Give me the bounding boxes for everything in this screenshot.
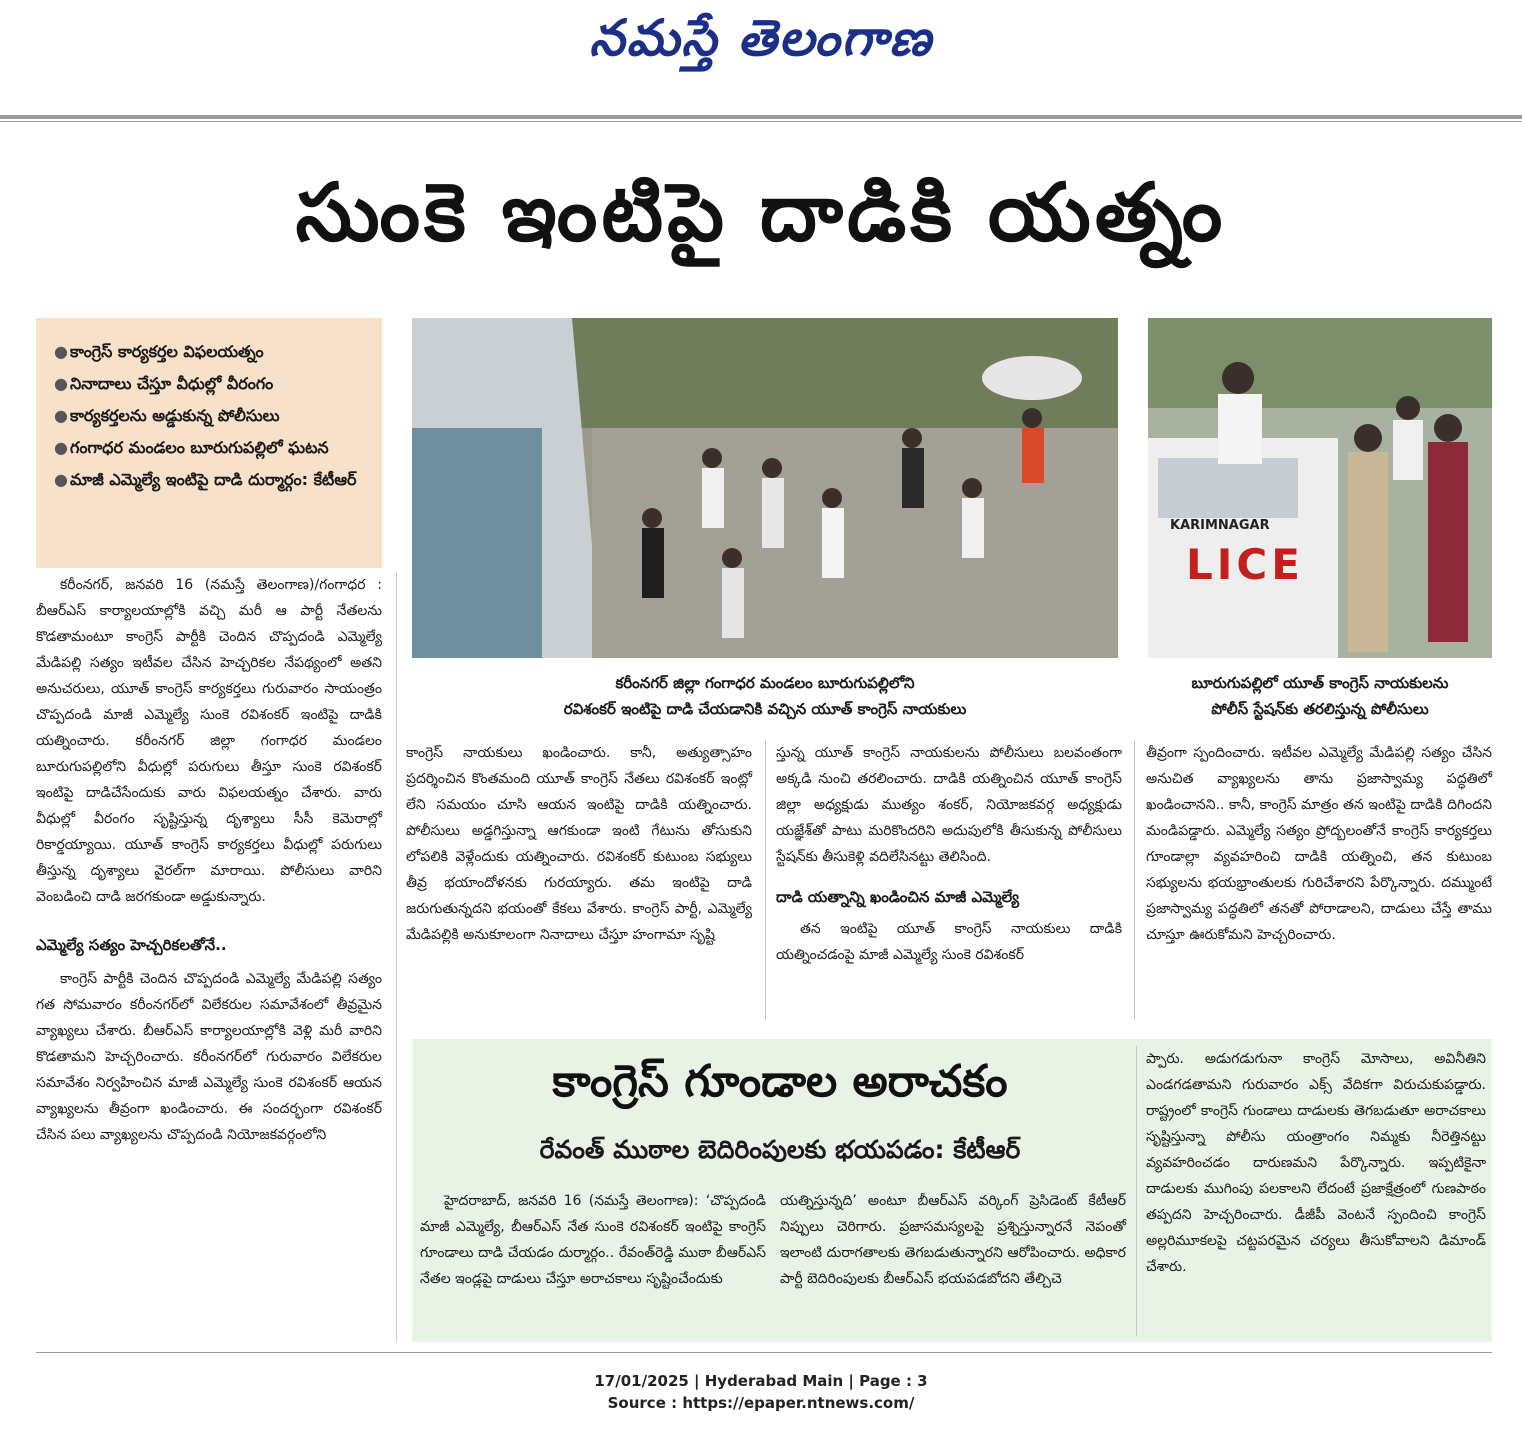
photo-youth-congress-at-gate <box>412 318 1118 658</box>
article-column-4 <box>1146 740 1492 948</box>
column-divider <box>1136 1046 1137 1336</box>
article-paragraph: కరీంనగర్, జనవరి 16 (నమస్తే తెలంగాణ)/గంగాధర : బీఆర్ఎస్ కార్యాలయాల్లోకి వచ్చి మరీ ఆ పార్టీ నేతలను కొడతామంటూ కాంగ్రెస్ పార్టీకి చెందిన చొప్పదండి ఎమ్మెల్యే మేడిపల్లి సత్యం ఇటీవల చేసిన హెచ్చరికల నేపథ్యంలో అతని అనుచరులు, యూత్ కాంగ్రెస్ కార్యకర్తలు గురువారం సాయంత్రం చొప్పదండి మాజీ ఎమ్మెల్యే సుంకె రవిశంకర్ ఇంటిపై దాడికి యత్నించారు. కరీంనగర్ జిల్లా గంగాధర మండలం బూరుగుపల్లిలోని వీధుల్లో పరుగులు తీస్తూ సుంకె రవిశంకర్ ఇంటిపై దాడిచేసేందుకు వారు విఫలయత్నం చేశారు. వారు వీధుల్లో వీరంగం సృష్టిస్తున్న దృశ్యాలు సీసీ కెమెరాల్లో రికార్డయ్యాయి. యూత్ కాంగ్రెస్ కార్యకర్తలు వీధుల్లో పరుగులు తీస్తున్న దృశ్యాలు వైరల్‌గా మారాయి. పోలీసులు వారిని వెంబడించి దాడి జరగకుండా అడ్డుకున్నారు. <box>36 577 382 905</box>
bullet-icon: ● <box>54 470 68 489</box>
page-bottom-rule <box>36 1352 1492 1353</box>
column-divider <box>1134 740 1135 1020</box>
article-column-1 <box>36 572 382 1148</box>
column-divider <box>765 740 766 1020</box>
related-article-column-c <box>1146 1046 1486 1280</box>
highlights-box <box>36 318 382 568</box>
photo2-caption: బూరుగుపల్లిలో యూత్ కాంగ్రెస్ నాయకులను పోలీస్ స్టేషన్‌కు తరలిస్తున్న పోలీసులు <box>1191 674 1449 718</box>
related-article-column-b <box>780 1188 1126 1292</box>
edition-info: 17/01/2025 | Hyderabad Main | Page : 3 <box>594 1372 928 1390</box>
source-link[interactable]: Source : https://epaper.ntnews.com/ <box>607 1394 915 1412</box>
article-paragraph: తన ఇంటిపై యూత్ కాంగ్రెస్ నాయకులు దాడికి యత్నించడంపై మాజీ ఎమ్మెల్యే సుంకె రవిశంకర్ <box>776 921 1122 963</box>
vehicle-police-text: LICE <box>1186 540 1304 589</box>
bullet-icon: ● <box>54 342 68 361</box>
newspaper-masthead: నమస్తే తెలంగాణ <box>589 8 933 67</box>
highlight-item: ● మాజీ ఎమ్మెల్యే ఇంటిపై దాడి దుర్మార్గం: కేటీఆర్ <box>54 464 368 496</box>
police-vehicle-illustration <box>1148 318 1492 658</box>
article-paragraph: ప్పారు. అడుగడుగునా కాంగ్రెస్ మోసాలు, అవినీతిని ఎండగడతామని గురువారం ఎక్స్ వేదికగా విరుచుకుపడ్డారు. రాష్ట్రంలో కాంగ్రెస్ గుండాలు దాడులకు తెగబడుతూ అరాచకాలు సృష్టిస్తున్నా పోలీసు యంత్రాంగం నిమ్మకు నీరెత్తినట్టు వ్యవహరించడం దారుణమని పేర్కొన్నారు. ఇప్పటికైనా దాడులకు ముగింపు పలకాలని లేదంటే ప్రజాక్షేత్రంలో గుణపాఠం తప్పదని హెచ్చరించారు. డీజీపీ వెంటనే స్పందించి కాంగ్రెస్ అల్లరిమూకలపై చట్టపరమైన చర్యలు తీసుకోవాలని డిమాండ్ చేశారు. <box>1146 1051 1486 1275</box>
article-paragraph: యత్నిస్తున్నది’ అంటూ బీఆర్ఎస్ వర్కింగ్ ప్రెసిడెంట్ కేటీఆర్ నిప్పులు చెరిగారు. ప్రజాసమస్యలపై ప్రశ్నిస్తున్నారనే నెపంతో ఇలాంటి దురాగతాలకు తెగబడుతున్నారని ఆరోపించారు. అధికార పార్టీ బెదిరింపులకు బీఆర్ఎస్ భయపడబోదని తేల్చిచె <box>780 1193 1126 1287</box>
photo1-caption: కరీంనగర్ జిల్లా గంగాధర మండలం బూరుగుపల్లిలోని రవిశంకర్ ఇంటిపై దాడి చేయడానికి వచ్చిన యూత్ కాంగ్రెస్ నాయకులు <box>563 674 967 718</box>
bullet-icon: ● <box>54 374 68 393</box>
column-divider <box>396 572 397 1342</box>
photo-police-vehicle <box>1148 318 1492 658</box>
masthead-rule-thin <box>0 121 1522 122</box>
article-subhead: దాడి యత్నాన్ని ఖండించిన మాజీ ఎమ్మెల్యే <box>776 888 1020 906</box>
highlight-item: ● గంగాధర మండలం బూరుగుపల్లిలో ఘటన <box>54 432 368 464</box>
page-footer <box>0 1370 1522 1414</box>
article-column-3 <box>776 740 1122 968</box>
highlight-item: ● నినాదాలు చేస్తూ వీధుల్లో వీరంగం <box>54 368 368 400</box>
highlight-item: ● కార్యకర్తలను అడ్డుకున్న పోలీసులు <box>54 400 368 432</box>
related-article-subheadline: రేవంత్ ముఠాల బెదిరింపులకు భయపడం: కేటీఆర్ <box>539 1135 1021 1164</box>
masthead-rule <box>0 115 1522 119</box>
related-article-column-a <box>420 1188 766 1292</box>
bullet-icon: ● <box>54 406 68 425</box>
street-scene-illustration <box>412 318 1118 658</box>
article-paragraph: కాంగ్రెస్ పార్టీకి చెందిన చొప్పదండి ఎమ్మెల్యే మేడిపల్లి సత్యం గత సోమవారం కరీంనగర్‌లో విలేకరుల సమావేశంలో తీవ్రమైన వ్యాఖ్యలు చేశారు. బీఆర్ఎస్ కార్యాలయాల్లోకి వెళ్లి మరీ వారిని కొడతామని హెచ్చరించారు. కరీంనగర్‌లో గురువారం విలేకరుల సమావేశం నిర్వహించిన మాజీ ఎమ్మెల్యే సుంకె రవిశంకర్ ఆయన వ్యాఖ్యలను తీవ్రంగా ఖండించారు. ఈ సందర్భంగా రవిశంకర్ చేసిన పలు వ్యాఖ్యలను చొప్పదండి నియోజకవర్గంలోని <box>36 971 382 1143</box>
article-paragraph: స్తున్న యూత్ కాంగ్రెస్ నాయకులను పోలీసులు బలవంతంగా అక్కడి నుంచి తరలించారు. దాడికి యత్నించిన యూత్ కాంగ్రెస్ జిల్లా అధ్యక్షుడు ముత్యం శంకర్, నియోజకవర్గ అధ్యక్షుడు యజ్ఞేశ్‌తో పాటు మరికొందరిని అదుపులోకి తీసుకున్న పోలీసులు స్టేషన్‌కు తీసుకెళ్లి వదిలేసినట్టు తెలిసింది. <box>776 745 1122 865</box>
article-column-2 <box>406 740 752 948</box>
highlight-item: ● కాంగ్రెస్ కార్యకర్తల విఫలయత్నం <box>54 336 368 368</box>
bullet-icon: ● <box>54 438 68 457</box>
article-paragraph: కాంగ్రెస్ నాయకులు ఖండించారు. కానీ, అత్యుత్సాహం ప్రదర్శించిన కొంతమంది యూత్ కాంగ్రెస్ నేతలు రవిశంకర్ ఇంట్లో లేని సమయం చూసి ఆయన ఇంటిపై దాడికి యత్నించారు. పోలీసులు అడ్డగిస్తున్నా ఆగకుండా ఇంటి గేటును తోసుకుని లోపలికి వెళ్లేందుకు యత్నించారు. రవిశంకర్ కుటుంబ సభ్యులు తీవ్ర భయాందోళనకు గురయ్యారు. తమ ఇంటిపై దాడి జరుగుతున్నదని భయంతో కేకలు వేశారు. కాంగ్రెస్ పార్టీ, ఎమ్మెల్యే మేడిపల్లికి అనుకూలంగా నినాదాలు చేస్తూ హంగామా సృష్టి <box>406 745 752 943</box>
article-paragraph: తీవ్రంగా స్పందించారు. ఇటీవల ఎమ్మెల్యే మేడిపల్లి సత్యం చేసిన అనుచిత వ్యాఖ్యలను తాను ప్రజాస్వామ్య పద్ధతిలో ఖండించానని.. కానీ, కాంగ్రెస్ మాత్రం తన ఇంటిపై దాడికి దిగిందని మండిపడ్డారు. ఎమ్మెల్యే సత్యం ప్రోద్బలంతోనే కాంగ్రెస్ కార్యకర్తలు గూండాల్లా వ్యవహరించి దాడికి యత్నించి, తన కుటుంబ సభ్యులను భయభ్రాంతులకు గురిచేశారని పేర్కొన్నారు. దమ్ముంటే ప్రజాస్వామ్య పద్ధతిలో తనతో పోరాడాలని, దాడులు చేస్తే తాము చూస్తూ ఊరుకోమని హెచ్చరించారు. <box>1146 745 1492 943</box>
article-subhead: ఎమ్మెల్యే సత్యం హెచ్చరికలతోనే.. <box>36 936 227 954</box>
main-headline: సుంకె ఇంటిపై దాడికి యత్నం <box>295 166 1227 259</box>
vehicle-label: KARIMNAGAR <box>1170 518 1270 533</box>
related-article-headline: కాంగ్రెస్ గూండాల అరాచకం <box>552 1056 1008 1107</box>
article-paragraph: హైదరాబాద్, జనవరి 16 (నమస్తే తెలంగాణ): ‘చొప్పదండి మాజీ ఎమ్మెల్యే, బీఆర్ఎస్ నేత సుంకె రవిశంకర్ ఇంటిపై కాంగ్రెస్ గూండాలు దాడి చేయడం దుర్మార్గం.. రేవంత్‌రెడ్డి ముఠా బీఆర్ఎస్ నేతల ఇండ్లపై దాడులు చేస్తూ అరాచకాలు సృష్టించేందుకు <box>420 1193 766 1287</box>
